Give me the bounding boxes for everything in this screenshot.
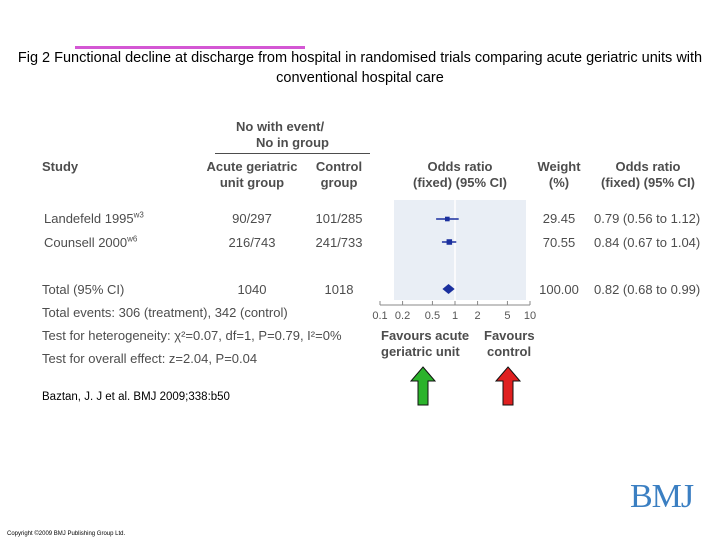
point-estimate	[445, 217, 450, 222]
total-acute: 1040	[237, 282, 267, 297]
weight-counsell: 70.55	[542, 235, 576, 250]
x-tick-label: 10	[523, 310, 537, 322]
copyright: Copyright ©2009 BMJ Publishing Group Ltd.	[7, 531, 126, 537]
total-or-text: 0.82 (0.68 to 0.99)	[594, 282, 701, 297]
favours-acute-line2: geriatric unit	[381, 344, 460, 359]
col-header-control-2: group	[320, 175, 358, 190]
x-tick-label: 0.2	[394, 310, 411, 322]
col-header-or-1: Odds ratio	[427, 159, 493, 174]
col-header-acute-2: unit group	[219, 175, 285, 190]
group-header-line1: No with event/	[236, 119, 325, 134]
col-header-weight-2: (%)	[548, 175, 570, 190]
favours-control-line1: Favours	[484, 328, 535, 343]
acute-value-counsell: 216/743	[228, 235, 276, 250]
favours-acute-line1: Favours acute	[381, 328, 470, 343]
or-text-counsell: 0.84 (0.67 to 1.04)	[594, 235, 701, 250]
col-header-or-2: (fixed) (95% CI)	[413, 175, 507, 190]
x-tick-label: 0.1	[372, 310, 388, 322]
plot-background	[394, 200, 526, 300]
x-tick-label: 0.5	[424, 310, 441, 322]
group-header-line2: No in group	[215, 135, 370, 154]
x-tick-label: 5	[504, 310, 511, 322]
control-value-counsell: 241/733	[315, 235, 363, 250]
point-estimate	[447, 239, 453, 245]
slide-title: Fig 2 Functional decline at discharge from hospital in randomised trials comparing acute geriatric units with conventional hospital care	[17, 50, 703, 86]
forest-plot	[372, 195, 540, 325]
footer-overall-effect: Test for overall effect: z=2.04, P=0.04	[42, 351, 258, 366]
col-header-acute-1: Acute geriatric	[206, 159, 298, 174]
acute-value-landefeld: 90/297	[232, 211, 272, 226]
or-text-landefeld: 0.79 (0.56 to 1.12)	[594, 211, 701, 226]
footer-heterogeneity: Test for heterogeneity: χ²=0.07, df=1, P=0.79, I²=0%	[42, 328, 342, 343]
red-arrow-icon	[495, 366, 521, 406]
col-header-weight-1: Weight	[537, 159, 581, 174]
x-tick-label: 2	[474, 310, 481, 322]
footer-total-events: Total events: 306 (treatment), 342 (control)	[42, 305, 288, 320]
col-header-or2-1: Odds ratio	[615, 159, 681, 174]
total-label: Total (95% CI)	[42, 282, 125, 297]
col-header-study: Study	[42, 159, 79, 174]
total-control: 1018	[324, 282, 354, 297]
study-name-counsell: Counsell $2000^{w6}$	[44, 234, 138, 250]
total-weight: 100.00	[539, 282, 579, 297]
x-tick-label: 1	[451, 310, 459, 322]
favours-control-line2: control	[487, 344, 532, 359]
green-arrow-icon	[410, 366, 436, 406]
col-header-control-1: Control	[315, 159, 363, 174]
control-value-landefeld: 101/285	[315, 211, 363, 226]
weight-landefeld: 29.45	[542, 211, 576, 226]
bmj-logo: BMJ	[630, 478, 694, 515]
col-header-or2-2: (fixed) (95% CI)	[601, 175, 695, 190]
study-name-landefeld: Landefeld $1995^{w3}$	[44, 210, 144, 226]
citation: Baztan, J. J et al. BMJ 2009;338:b50	[42, 391, 230, 403]
